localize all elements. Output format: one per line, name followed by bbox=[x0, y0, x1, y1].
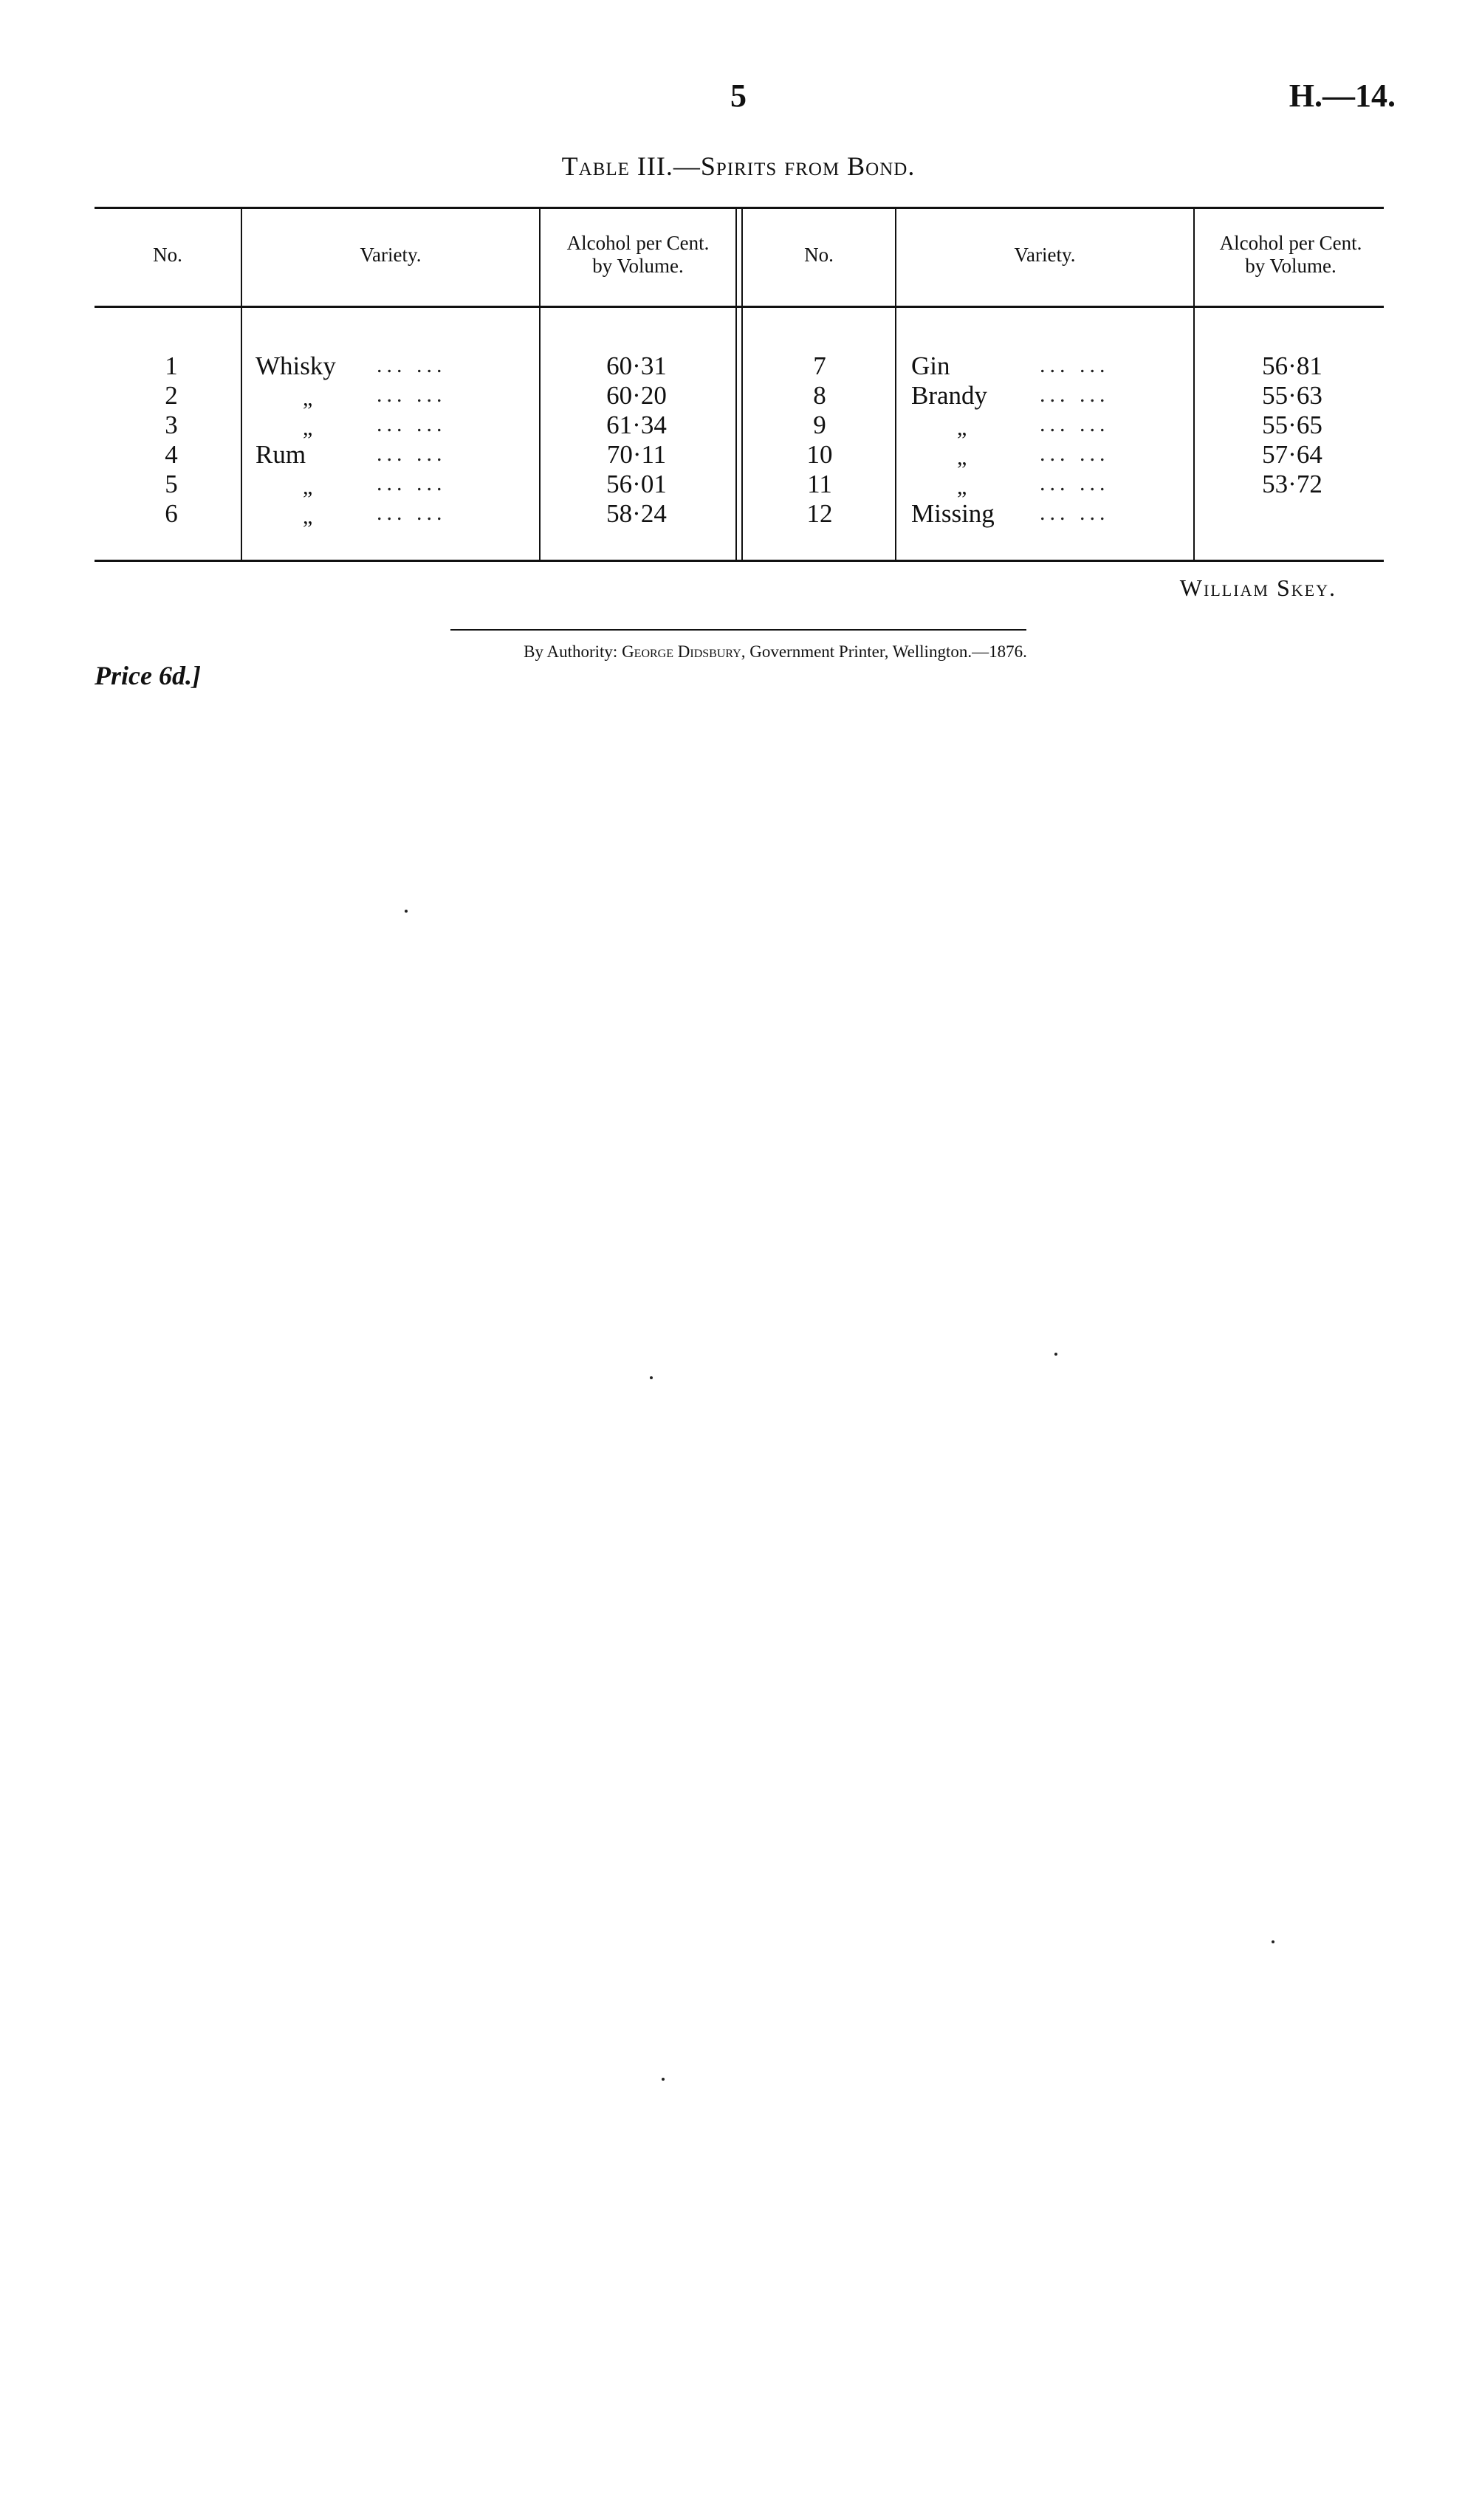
row-no: 4 bbox=[165, 440, 178, 469]
scan-speck bbox=[1054, 1353, 1057, 1356]
row-variety: Whisky bbox=[255, 351, 336, 380]
row-variety: „ bbox=[303, 386, 313, 411]
row-leader: ... ... bbox=[1040, 471, 1110, 495]
row-variety: „ bbox=[957, 445, 967, 470]
row-leader: ... ... bbox=[1040, 353, 1110, 377]
row-variety: Missing bbox=[911, 499, 995, 528]
row-no: 2 bbox=[165, 381, 178, 410]
row-value: 61·34 bbox=[606, 411, 667, 439]
scan-speck bbox=[1272, 1940, 1274, 1943]
table-top-rule bbox=[95, 207, 1384, 209]
table-bottom-rule bbox=[95, 560, 1384, 562]
row-variety: „ bbox=[303, 416, 313, 440]
row-variety: „ bbox=[303, 475, 313, 499]
row-leader: ... ... bbox=[377, 442, 447, 466]
row-no: 5 bbox=[165, 470, 178, 498]
row-value: 56·01 bbox=[606, 470, 667, 498]
row-leader: ... ... bbox=[377, 382, 447, 407]
row-no: 9 bbox=[813, 411, 826, 439]
header-alcohol-line1: Alcohol per Cent. bbox=[566, 232, 710, 254]
row-leader: ... ... bbox=[1040, 442, 1110, 466]
imprint-rule bbox=[450, 629, 1026, 631]
row-leader: ... ... bbox=[377, 412, 447, 436]
row-variety: Gin bbox=[911, 351, 950, 380]
row-value: 55·65 bbox=[1262, 411, 1322, 439]
row-no: 1 bbox=[165, 351, 178, 380]
header-no-right: No. bbox=[804, 244, 834, 266]
row-variety: „ bbox=[957, 475, 967, 499]
document-code: H.—14. bbox=[1289, 78, 1396, 114]
header-bottom-rule bbox=[95, 306, 1384, 308]
imprint-printer: George Didsbury bbox=[622, 642, 741, 661]
scan-speck bbox=[650, 1376, 653, 1379]
scan-speck bbox=[405, 910, 408, 913]
row-variety: „ bbox=[303, 504, 313, 529]
header-variety-right: Variety. bbox=[1014, 244, 1076, 266]
row-leader: ... ... bbox=[377, 353, 447, 377]
table-title: Table III.—Spirits from Bond. bbox=[561, 151, 916, 181]
row-value: 60·20 bbox=[606, 381, 667, 410]
row-value: 56·81 bbox=[1262, 351, 1322, 380]
row-leader: ... ... bbox=[377, 501, 447, 525]
row-leader: ... ... bbox=[1040, 412, 1110, 436]
row-variety: „ bbox=[957, 416, 967, 440]
row-value: 60·31 bbox=[606, 351, 667, 380]
row-leader: ... ... bbox=[377, 471, 447, 495]
page-number: 5 bbox=[730, 78, 747, 114]
row-value: 55·63 bbox=[1262, 381, 1322, 410]
row-leader: ... ... bbox=[1040, 501, 1110, 525]
row-no: 8 bbox=[813, 381, 826, 410]
col-divider-double-a bbox=[735, 209, 737, 560]
row-no: 11 bbox=[807, 470, 832, 498]
row-no: 12 bbox=[806, 499, 833, 528]
header-variety-left: Variety. bbox=[360, 244, 422, 266]
row-no: 3 bbox=[165, 411, 178, 439]
header-alcohol-right bbox=[1195, 232, 1387, 278]
row-value: 57·64 bbox=[1262, 440, 1322, 469]
imprint-line bbox=[310, 642, 1241, 662]
row-leader: ... ... bbox=[1040, 382, 1110, 407]
row-variety: Rum bbox=[255, 440, 306, 469]
header-alcohol-left bbox=[541, 232, 735, 278]
row-no: 10 bbox=[806, 440, 833, 469]
row-variety: Brandy bbox=[911, 381, 988, 410]
row-value: 70·11 bbox=[606, 440, 667, 469]
signature: William Skey. bbox=[1179, 574, 1337, 601]
row-value: 53·72 bbox=[1262, 470, 1322, 498]
imprint-prefix: By Authority: bbox=[524, 642, 618, 661]
row-no: 6 bbox=[165, 499, 178, 528]
row-no: 7 bbox=[813, 351, 826, 380]
header-alcohol-line2: by Volume. bbox=[1245, 255, 1337, 277]
imprint-suffix: , Government Printer, Wellington.—1876. bbox=[741, 642, 1027, 661]
row-value: 58·24 bbox=[606, 499, 667, 528]
scan-speck bbox=[662, 2078, 665, 2081]
header-alcohol-line2: by Volume. bbox=[592, 255, 684, 277]
header-no-left: No. bbox=[153, 244, 182, 266]
header-alcohol-line1: Alcohol per Cent. bbox=[1219, 232, 1362, 254]
price-label: Price 6d.] bbox=[95, 661, 201, 690]
